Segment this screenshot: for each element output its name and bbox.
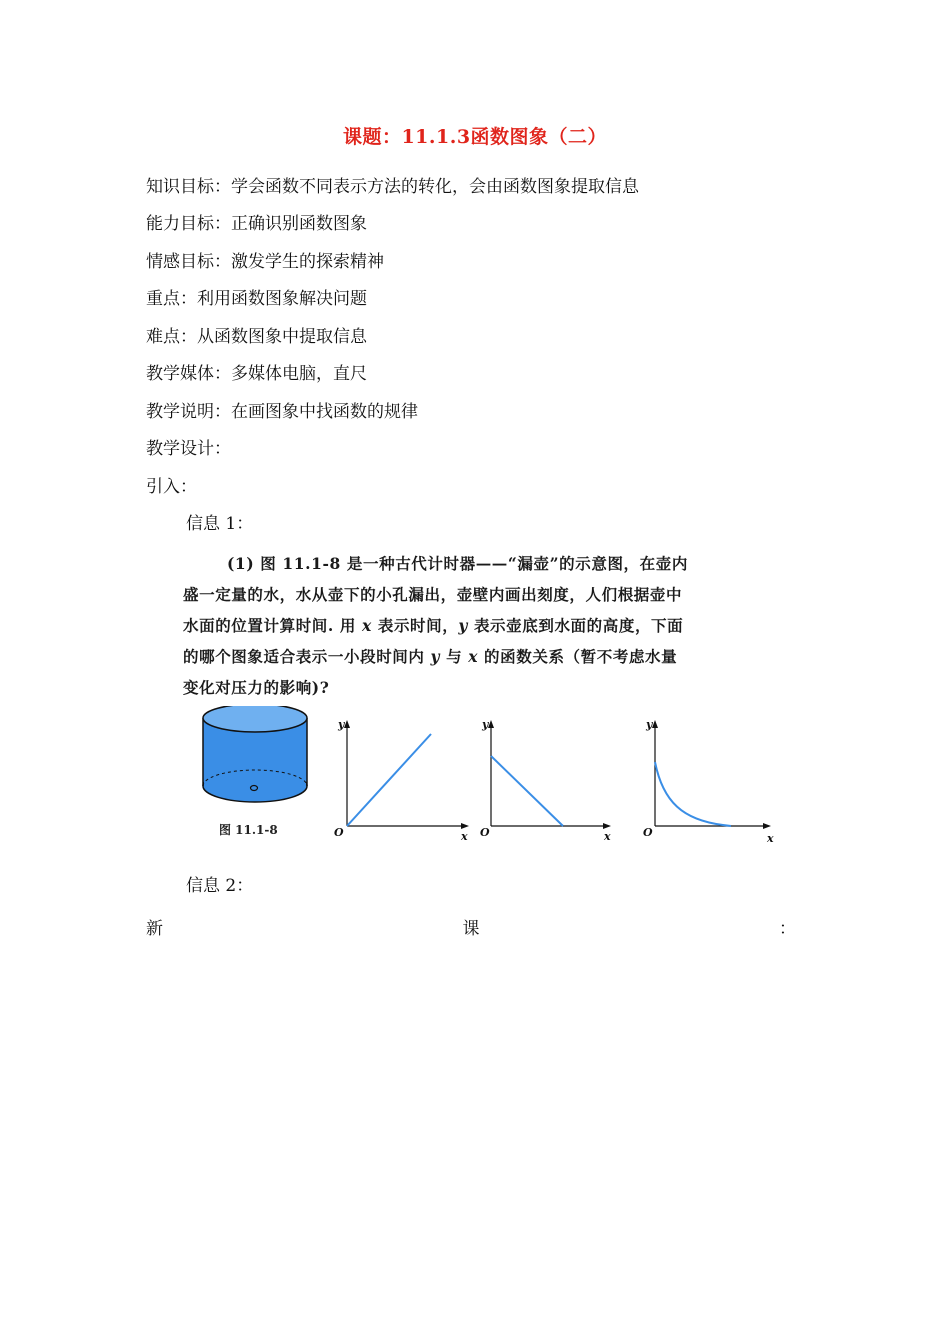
graph-a-y-label: y [338, 718, 345, 731]
introduction: 引入： [146, 477, 197, 497]
graph-c-curve [655, 762, 731, 826]
water-clock-illustration [203, 706, 307, 837]
graph-a [334, 718, 469, 843]
graph-c-x-arrow [763, 823, 771, 829]
graph-c-y-label: y [646, 718, 653, 731]
problem-line-2: 盛一定量的水，水从壶下的小孔漏出，壶壁内画出刻度，人们根据壶中 [183, 585, 683, 604]
new-lesson-char-2: 课 [462, 919, 480, 939]
cylinder-top [203, 706, 307, 732]
figure-caption: 图 11.1-8 [219, 823, 278, 837]
graph-b-origin: O [480, 826, 490, 839]
teaching-notes: 教学说明：在画图象中找函数的规律 [146, 402, 418, 422]
knowledge-goal: 知识目标：学会函数不同表示方法的转化，会由函数图象提取信息 [146, 177, 639, 197]
problem-figure [183, 548, 787, 848]
graph-b-line [491, 756, 563, 826]
problem-line-4: 的哪个图象适合表示一小段时间内 y 与 x 的函数关系（暂不考虑水量 [183, 647, 678, 666]
graph-c-origin: O [643, 826, 653, 839]
new-lesson-char-1: 新 [146, 919, 163, 939]
graph-b-x-label: x [604, 830, 611, 843]
problem-text [183, 548, 787, 703]
graph-c [643, 718, 774, 845]
problem-line-1: (1) 图 11.1-8 是一种古代计时器——“漏壶”的示意图，在壶内 [227, 554, 688, 573]
difficult-point: 难点：从函数图象中提取信息 [146, 327, 367, 347]
figure-diagrams [183, 706, 787, 846]
graph-a-origin: O [334, 826, 344, 839]
info-1-label: 信息 1： [186, 514, 254, 534]
teaching-design: 教学设计： [146, 439, 231, 459]
graph-b [480, 718, 611, 843]
graph-b-y-label: y [482, 718, 489, 731]
graph-a-line [347, 734, 431, 826]
graph-a-x-arrow [461, 823, 469, 829]
graph-b-x-arrow [603, 823, 611, 829]
info-2-label: 信息 2： [186, 876, 254, 896]
ability-goal: 能力目标：正确识别函数图象 [146, 214, 367, 234]
graph-b-y-arrow [488, 720, 494, 728]
page-title: 课题：11.1.3函数图象（二） [342, 126, 608, 148]
graph-a-y-arrow [344, 720, 350, 728]
problem-line-5: 变化对压力的影响)? [183, 678, 330, 697]
key-point: 重点：利用函数图象解决问题 [146, 289, 367, 309]
graph-a-x-label: x [461, 830, 468, 843]
new-lesson-colon: ： [779, 919, 796, 939]
teaching-media: 教学媒体：多媒体电脑，直尺 [146, 364, 367, 384]
problem-line-3: 水面的位置计算时间. 用 x 表示时间，y 表示壶底到水面的高度，下面 [183, 616, 684, 635]
graph-c-x-label: x [767, 832, 774, 845]
emotion-goal: 情感目标：激发学生的探索精神 [146, 252, 384, 272]
graph-c-y-arrow [652, 720, 658, 728]
new-lesson-heading [146, 914, 796, 939]
